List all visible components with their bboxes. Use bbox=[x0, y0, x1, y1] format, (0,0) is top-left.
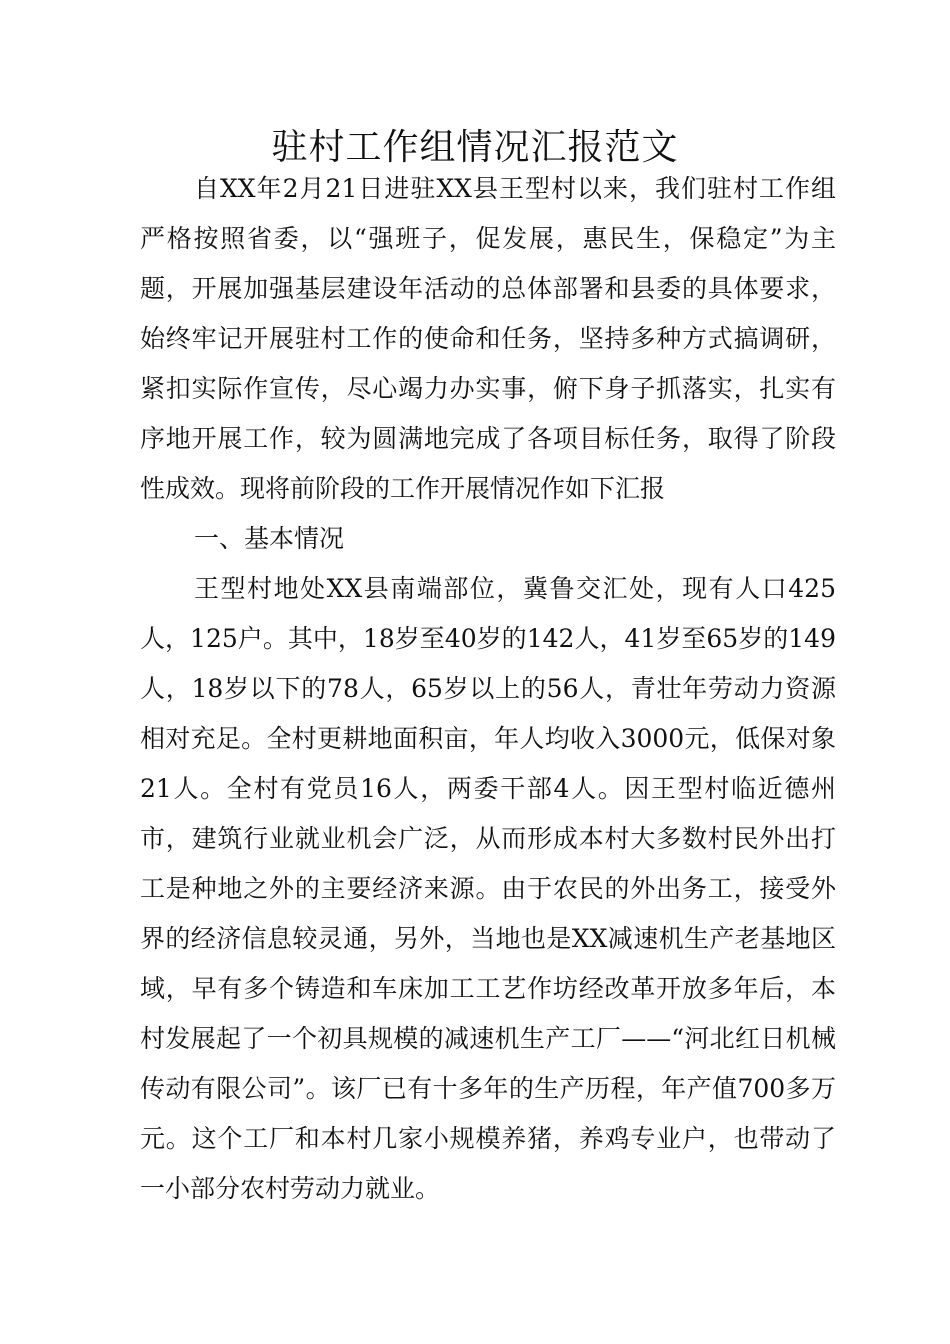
basic-info-paragraph: 王型村地处XX县南端部位，冀鲁交汇处，现有人口425人，125户。其中，18岁至40岁的142人，41岁至65岁的149人，18岁以下的78人，65岁以上的56人，青壮年劳动力资源相对充足。全村更耕地面积亩，年人均收入3000元，低保对象21人。全村有党员16人，两委干部4人。因王型村临近德州市，建筑行业就业机会广泛，从而形成本村大多数村民外出打工是种地之外的主要经济来源。由于农民的外出务工，接受外界的经济信息较灵通，另外，当地也是XX减速机生产老基地区域，早有多个铸造和车床加工工艺作坊经改革开放多年后，本村发展起了一个初具规模的减速机生产工厂——“河北红日机械传动有限公司”。该厂已有十多年的生产历程，年产值700多万元。这个工厂和本村几家小规模养猪，养鸡专业户，也带动了一小部分农村劳动力就业。 bbox=[140, 574, 836, 1203]
document-title: 驻村工作组情况汇报范文 bbox=[271, 127, 679, 169]
intro-paragraph: 自XX年2月21日进驻XX县王型村以来，我们驻村工作组严格按照省委，以“强班子，促发展，惠民生，保稳定”为主题，开展加强基层建设年活动的总体部署和县委的具体要求，始终牢记开展驻村工作的使命和任务，坚持多种方式搞调研，紧扣实际作宣传，尽心竭力办实事，俯下身子抓落实，扎实有序地开展工作，较为圆满地完成了各项目标任务，取得了阶段性成效。现将前阶段的工作开展情况作如下汇报 bbox=[140, 174, 836, 503]
section-heading-basic-info: 一、基本情况 bbox=[194, 524, 345, 553]
